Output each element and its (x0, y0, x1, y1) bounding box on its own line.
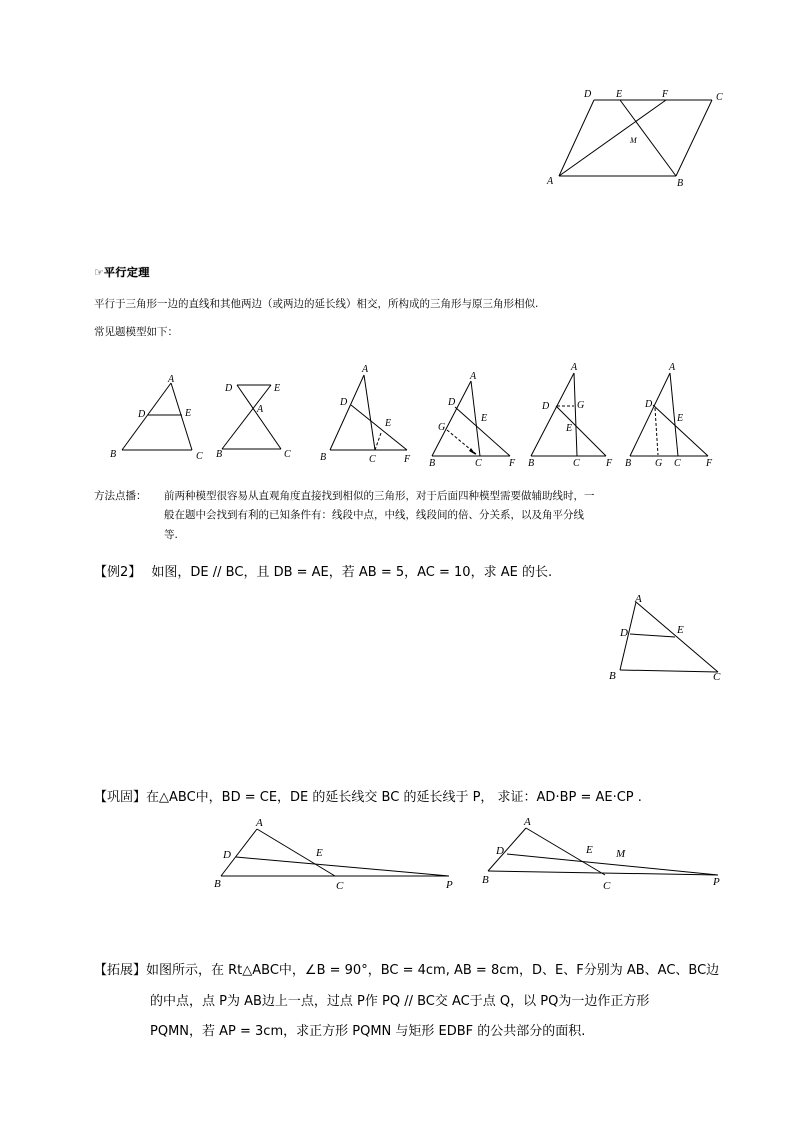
figure-point-label: G (438, 422, 446, 433)
figure-point-label: B (482, 874, 489, 886)
figure-point-label: E (316, 847, 323, 859)
fig-label: C (716, 92, 723, 103)
model-figures (100, 356, 740, 476)
extension-line-2: 的中点，点 P为 AB边上一点，过点 P作 PQ // BC交 AC于点 Q，以 PQ为一边作正方形 (150, 994, 650, 1009)
figure-point-label: B (625, 458, 632, 469)
fig-label: D (584, 89, 592, 100)
pointing-hand-icon: ☞ (94, 266, 104, 279)
parallelogram-figure (540, 86, 730, 191)
figure-point-label: D (138, 409, 146, 420)
figure-point-label: C (369, 454, 376, 465)
figure-point-label: D (645, 399, 653, 410)
extension-line-3: PQMN，若 AP = 3cm，求正方形 PQMN 与矩形 EDBF 的公共部分的面积. (150, 1024, 586, 1039)
method-line-2: 般在题中会找到有利的已知条件有：线段中点，中线，线段间的倍、分关系，以及角平分线 (164, 509, 584, 521)
theorem-text: 平行于三角形一边的直线和其他两边（或两边的延长线）相交，所构成的三角形与原三角形相似. (94, 298, 539, 310)
fig-label: B (677, 178, 684, 189)
figure-point-label: P (446, 879, 453, 891)
method-line-1: 前两种模型很容易从直观角度直接找到相似的三角形，对于后面四种模型需要做辅助线时，一 (164, 490, 595, 502)
example2-question (94, 561, 552, 580)
fig-label: E (616, 89, 623, 100)
figure-point-label: E (677, 624, 684, 636)
figure-point-label: D (542, 401, 550, 412)
figure-point-label: D (496, 845, 504, 857)
consolidate-text: 在△ABC中，BD = CE，DE 的延长线交 BC 的延长线于 P， 求证：AD·BP = AE·CP . (146, 790, 642, 805)
method-label: 方法点播： (94, 490, 147, 502)
figure-point-label: A (635, 593, 642, 605)
figure-point-label: F (606, 458, 613, 469)
example2-text: 如图，DE // BC，且 DB = AE，若 AB = 5，AC = 10，求 AE 的长. (151, 565, 553, 580)
figure-point-label: E (274, 383, 281, 394)
extension-question (94, 959, 719, 978)
figure-point-label: C (196, 451, 203, 462)
figure-point-label: F (706, 458, 713, 469)
figure-point-label: A (256, 817, 263, 829)
extension-line-1: 如图所示，在 Rt△ABC中，∠B = 90°，BC = 4cm, AB = 8cm，D、E、F分别为 AB、AC、BC边 (146, 963, 720, 978)
consolidate-question (94, 786, 642, 805)
figure-point-label: D (225, 383, 233, 394)
figure-point-label: M (616, 848, 626, 860)
figure-point-label: D (448, 397, 456, 408)
section-heading: ☞平行定理 (94, 266, 150, 279)
consolidate-figures (205, 810, 735, 900)
fig-label: M (630, 136, 637, 145)
consolidate-tag: 【巩固】 (94, 790, 147, 805)
figure-point-label: F (404, 454, 411, 465)
extension-tag: 【拓展】 (94, 963, 147, 978)
fig-label: F (662, 89, 669, 100)
figure-point-label: B (214, 878, 221, 890)
figure-point-label: E (586, 844, 593, 856)
figure-point-label: B (528, 458, 535, 469)
figure-point-label: C (713, 671, 721, 683)
figure-point-label: B (429, 458, 436, 469)
figure-point-label: B (609, 670, 616, 682)
fig-label: A (547, 176, 554, 187)
figure-point-label: A (669, 362, 676, 373)
figure-point-label: A (524, 816, 531, 828)
example2-tag: 【例2】 (94, 565, 142, 580)
figure-point-label: A (168, 374, 175, 385)
figure-point-label: A (470, 371, 477, 382)
figure-point-label: A (362, 364, 369, 375)
figure-point-label: A (257, 404, 264, 415)
figure-point-label: G (655, 458, 663, 469)
figure-point-label: C (336, 880, 344, 892)
figure-point-label: F (509, 458, 516, 469)
figure-point-label: P (713, 876, 720, 888)
figure-point-label: E (481, 413, 488, 424)
figure-point-label: B (110, 449, 117, 460)
figure-point-label: E (566, 423, 573, 434)
example2-figure (600, 588, 730, 688)
figure-point-label: C (475, 458, 482, 469)
figure-point-label: E (385, 418, 392, 429)
figure-point-label: A (571, 362, 578, 373)
figure-point-label: D (620, 627, 628, 639)
figure-point-label: D (223, 849, 231, 861)
figure-point-label: B (320, 452, 327, 463)
figure-point-label: E (185, 408, 192, 419)
figure-point-label: C (674, 458, 681, 469)
figure-point-label: B (216, 449, 223, 460)
figure-point-label: D (340, 397, 348, 408)
method-line-3: 等. (164, 529, 178, 541)
figure-point-label: C (573, 458, 580, 469)
figure-point-label: E (677, 413, 684, 424)
figure-point-label: G (577, 400, 585, 411)
models-intro: 常见题模型如下： (94, 326, 178, 338)
figure-point-label: C (284, 449, 291, 460)
figure-point-label: C (603, 880, 611, 892)
